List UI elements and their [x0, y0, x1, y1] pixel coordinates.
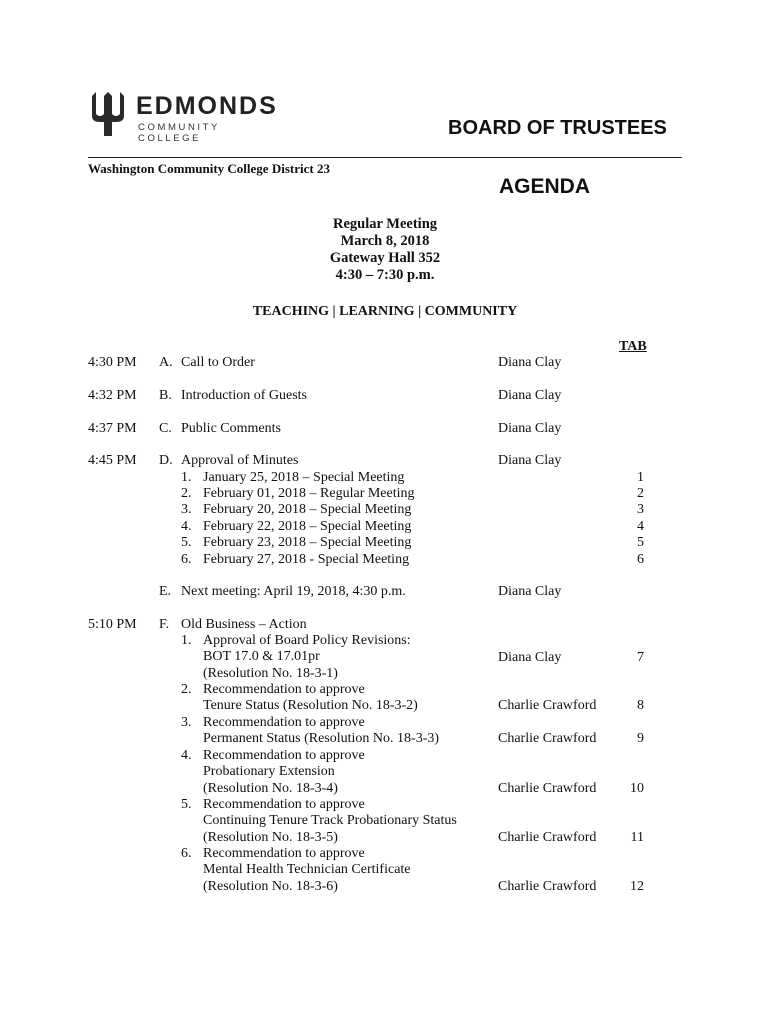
minutes-date: February 01, 2018 – Regular Meeting — [203, 486, 415, 501]
action-item-text: BOT 17.0 & 17.01pr — [203, 649, 320, 664]
action-item-presenter: Charlie Crawford — [498, 879, 597, 894]
action-item-tab: 8 — [637, 698, 644, 713]
minutes-num: 2. — [181, 486, 192, 501]
item-c-letter: C. — [159, 421, 172, 436]
minutes-num: 3. — [181, 502, 192, 517]
action-item-num: 1. — [181, 633, 192, 648]
action-item-num: 5. — [181, 797, 192, 812]
action-item-num: 4. — [181, 748, 192, 763]
action-item-text: Recommendation to approve — [203, 715, 365, 730]
minutes-date: February 20, 2018 – Special Meeting — [203, 502, 412, 517]
item-d-presenter: Diana Clay — [498, 453, 562, 468]
item-f-title: Old Business – Action — [181, 617, 307, 632]
tab-column-header: TAB — [619, 339, 647, 354]
motto: TEACHING | LEARNING | COMMUNITY — [252, 304, 518, 319]
action-item-num: 3. — [181, 715, 192, 730]
trident-logo-icon — [88, 92, 128, 136]
action-item-text: Recommendation to approve — [203, 797, 365, 812]
action-item-presenter: Charlie Crawford — [498, 830, 597, 845]
item-a-presenter: Diana Clay — [498, 355, 562, 370]
action-item-tab: 9 — [637, 731, 644, 746]
minutes-date: February 23, 2018 – Special Meeting — [203, 535, 412, 550]
action-item-text: (Resolution No. 18-3-1) — [203, 666, 338, 681]
item-a-title: Call to Order — [181, 355, 255, 370]
district-name: Washington Community College District 23 — [88, 161, 330, 176]
action-item-num: 2. — [181, 682, 192, 697]
header-divider — [88, 157, 682, 158]
minutes-date: February 27, 2018 - Special Meeting — [203, 552, 410, 567]
minutes-tab: 1 — [637, 470, 644, 485]
action-item-text: Permanent Status (Resolution No. 18-3-3) — [203, 731, 440, 746]
minutes-num: 4. — [181, 519, 192, 534]
item-b-title: Introduction of Guests — [181, 388, 307, 403]
item-d-letter: D. — [159, 453, 173, 468]
meeting-type: Regular Meeting — [332, 216, 438, 232]
action-item-text: Probationary Extension — [203, 764, 335, 779]
item-b-letter: B. — [159, 388, 172, 403]
meeting-location: Gateway Hall 352 — [329, 250, 441, 266]
action-item-tab: 12 — [630, 879, 644, 894]
item-a-time: 4:30 PM — [88, 355, 137, 370]
item-e-presenter: Diana Clay — [498, 584, 562, 599]
item-f-time: 5:10 PM — [88, 617, 137, 632]
item-a-letter: A. — [159, 355, 173, 370]
action-item-text: Recommendation to approve — [203, 748, 365, 763]
action-item-text: Recommendation to approve — [203, 682, 365, 697]
action-item-text: (Resolution No. 18-3-5) — [203, 830, 338, 845]
minutes-tab: 5 — [637, 535, 644, 550]
action-item-tab: 11 — [630, 830, 644, 845]
minutes-tab: 4 — [637, 519, 644, 534]
item-c-time: 4:37 PM — [88, 421, 137, 436]
action-item-tab: 7 — [637, 650, 644, 665]
minutes-num: 5. — [181, 535, 192, 550]
logo-name: EDMONDS — [136, 92, 278, 120]
item-e-title: Next meeting: April 19, 2018, 4:30 p.m. — [181, 584, 406, 599]
logo-subtitle: COMMUNITY COLLEGE — [138, 122, 220, 144]
action-item-text: (Resolution No. 18-3-4) — [203, 781, 338, 796]
action-item-text: Tenure Status (Resolution No. 18-3-2) — [203, 698, 418, 713]
action-item-presenter: Charlie Crawford — [498, 698, 597, 713]
action-item-tab: 10 — [630, 781, 644, 796]
minutes-date: January 25, 2018 – Special Meeting — [203, 470, 405, 485]
action-item-presenter: Diana Clay — [498, 650, 562, 665]
board-title: BOARD OF TRUSTEES — [448, 117, 667, 139]
meeting-info — [0, 216, 770, 284]
item-b-presenter: Diana Clay — [498, 388, 562, 403]
action-item-text: Recommendation to approve — [203, 846, 365, 861]
minutes-tab: 3 — [637, 502, 644, 517]
college-logo — [88, 92, 288, 144]
item-b-time: 4:32 PM — [88, 388, 137, 403]
action-item-text: Continuing Tenure Track Probationary Status — [203, 813, 457, 828]
action-item-text: Approval of Board Policy Revisions: — [203, 633, 411, 648]
action-item-presenter: Charlie Crawford — [498, 781, 597, 796]
item-e-letter: E. — [159, 584, 172, 599]
action-item-text: Mental Health Technician Certificate — [203, 862, 411, 877]
agenda-title: AGENDA — [499, 175, 591, 198]
minutes-tab: 2 — [637, 486, 644, 501]
action-item-text: (Resolution No. 18-3-6) — [203, 879, 338, 894]
item-c-presenter: Diana Clay — [498, 421, 562, 436]
action-item-num: 6. — [181, 846, 192, 861]
meeting-time: 4:30 – 7:30 p.m. — [335, 267, 435, 283]
item-f-letter: F. — [159, 617, 170, 632]
minutes-date: February 22, 2018 – Special Meeting — [203, 519, 412, 534]
meeting-date: March 8, 2018 — [340, 233, 430, 249]
item-c-title: Public Comments — [181, 421, 281, 436]
minutes-num: 1. — [181, 470, 192, 485]
minutes-tab: 6 — [637, 552, 644, 567]
item-d-title: Approval of Minutes — [181, 453, 299, 468]
action-item-presenter: Charlie Crawford — [498, 731, 597, 746]
item-d-time: 4:45 PM — [88, 453, 137, 468]
minutes-num: 6. — [181, 552, 192, 567]
